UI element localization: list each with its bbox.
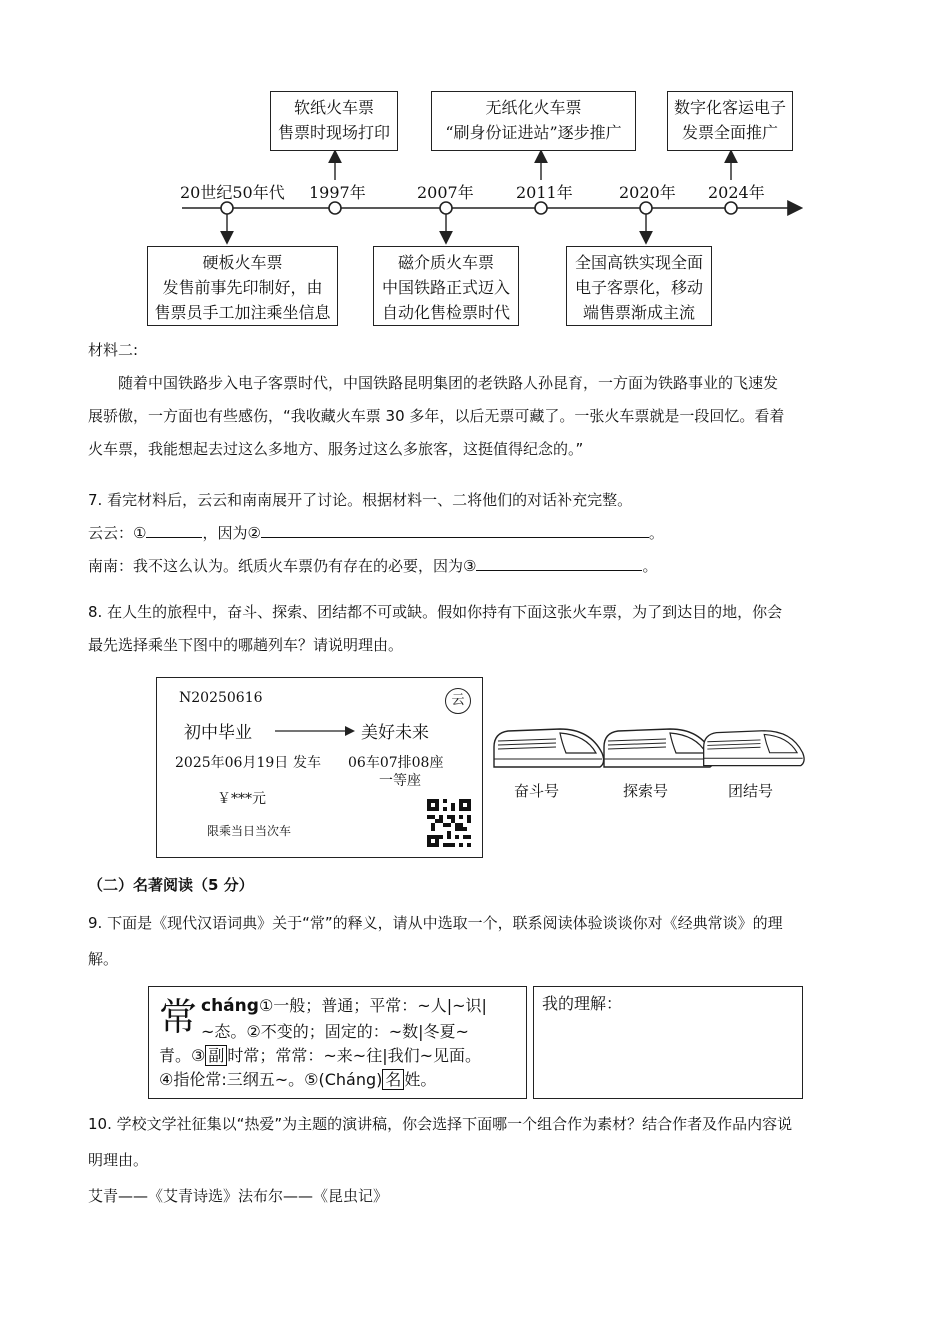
timeline-node [640,202,652,214]
dictionary-pinyin: cháng [201,996,259,1016]
question-10-stem: 10. 学校文学社征集以“热爱”为主题的演讲稿，你会选择下面哪一个组合作为素材？结合作者及作品内容说 [88,1115,793,1133]
question-9-stem: 解。 [88,950,119,968]
question-7-stem: 7. 看完材料后，云云和南南展开了讨论。根据材料一、二将他们的对话补充完整。 [88,491,633,509]
material-two [88,334,868,466]
timeline-year: 2020年 [619,183,676,202]
qr-code-icon [427,798,471,848]
timeline-node [725,202,737,214]
ticket-class: 一等座 [379,773,421,789]
timeline-year: 2011年 [516,183,573,202]
ticket-price: ￥***元 [217,791,266,807]
ticket-depart: 发车 [293,755,321,771]
timeline-year: 2007年 [417,183,474,202]
timeline-year: 20世纪50年代 [180,183,285,202]
question-7-nannan: 南南：我不这么认为。纸质火车票仍有存在的必要，因为③ 。 [88,550,868,583]
question-10 [88,1106,868,1214]
ticket-date: 2025年06月19日 [175,755,289,771]
train-label: 奋斗号 [514,782,560,800]
material-two-text: 展骄傲，一方面也有些感伤，“我收藏火车票 30 多年，以后无票可藏了。一张火车票就是一段回忆。看着 [88,407,785,425]
timeline-box-2020: 全国高铁实现全面 电子客票化，移动 端售票渐成主流 [566,246,712,326]
material-two-text: 随着中国铁路步入电子客票时代，中国铁路昆明集团的老铁路人孙昆育，一方面为铁路事业的飞速发 [118,374,779,392]
ticket-arrow [275,724,357,738]
dictionary-entry: 常 cháng①一般；普通；平常：~人|~识| ~态。②不变的；固定的：~数|冬夏~ 青。③ 副 时常；常常：~来~往|我们~见面。 ④指伦常:三纲五~。⑤(Cháng) 名 姓。 [148,986,527,1099]
timeline-box-2011: 无纸化火车票 “刷身份证进站”逐步推广 [431,91,636,151]
question-7-yunyun: 云云：① ，因为② 。 [88,517,868,550]
train-label: 探索号 [623,782,669,800]
ticket-from: 初中毕业 [184,723,252,743]
question-8 [88,596,868,662]
train-icon[interactable] [490,725,610,775]
question-8-stem: 8. 在人生的旅程中，奋斗、探索、团结都不可或缺。假如你持有下面这张火车票，为了到达目的地，你会 [88,603,783,621]
train-ticket [156,677,483,858]
ticket-to: 美好未来 [361,723,429,743]
question-9-stem: 9. 下面是《现代汉语词典》关于“常”的释义，请从中选取一个，联系阅读体验谈谈你对《经典常谈》的理 [88,914,783,932]
timeline-box-1950s: 硬板火车票 发售前事先印制好，由 售票员手工加注乘坐信息 [147,246,338,326]
timeline-node [440,202,452,214]
pos-tag: 副 [205,1045,227,1066]
question-9 [88,905,868,977]
question-10-options: 艾青——《艾青诗选》法布尔——《昆虫记》 [88,1187,389,1205]
pos-tag: 名 [382,1069,404,1090]
answer-blank-2[interactable] [261,521,649,538]
ticket-note: 限乘当日当次车 [207,824,292,838]
material-two-heading: 材料二: [88,341,139,359]
timeline-node [535,202,547,214]
understanding-box[interactable] [533,986,803,1099]
ticket-seat: 06车07排08座 [348,755,444,771]
answer-blank-3[interactable] [476,554,642,571]
ticket-stamp: 云 [445,688,471,714]
timeline-box-2007: 磁介质火车票 中国铁路正式迈入 自动化售检票时代 [373,246,519,326]
section-heading: （二）名著阅读（5 分） [88,876,254,894]
timeline-year: 2024年 [708,183,765,202]
train-icon[interactable] [700,725,810,775]
answer-blank-1[interactable] [146,521,202,538]
question-8-stem: 最先选择乘坐下图中的哪趟列车？请说明理由。 [88,636,404,654]
ticket-number: N20250616 [179,690,263,706]
question-7 [88,484,868,583]
question-10-stem: 明理由。 [88,1151,149,1169]
train-label: 团结号 [728,782,774,800]
timeline-box-2024: 数字化客运电子 发票全面推广 [667,91,793,151]
timeline-node [329,202,341,214]
understanding-label: 我的理解： [542,994,623,1013]
timeline-year: 1997年 [309,183,366,202]
timeline-node [221,202,233,214]
material-two-text: 火车票，我能想起去过这么多地方、服务过这么多旅客，这挺值得纪念的。” [88,440,584,458]
timeline-box-1997: 软纸火车票 售票时现场打印 [270,91,398,151]
dictionary-character: 常 [159,995,198,1039]
